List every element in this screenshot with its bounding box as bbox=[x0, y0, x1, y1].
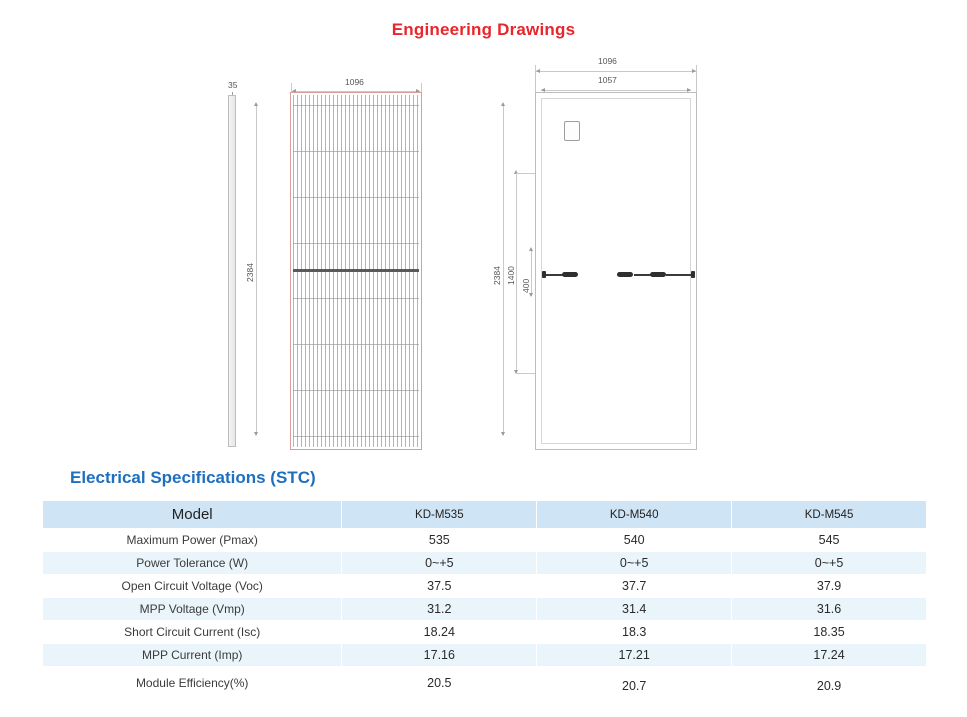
column-header-model-2: KD-M540 bbox=[537, 501, 732, 529]
engineering-drawing-figure bbox=[0, 50, 967, 450]
connector-right bbox=[650, 272, 666, 277]
dim-back-inner-arrow-right bbox=[687, 88, 691, 92]
cell-imp-m540: 17.21 bbox=[537, 644, 732, 667]
cell-maximum-power-m545: 545 bbox=[732, 529, 927, 552]
dim-400-line bbox=[531, 250, 532, 296]
dim-1400-label: 1400 bbox=[506, 266, 516, 285]
cell-maximum-power-m535: 535 bbox=[342, 529, 537, 552]
cell-voc-m535: 37.5 bbox=[342, 575, 537, 598]
dim-back-height-label: 2384 bbox=[492, 266, 502, 285]
electrical-specifications-table bbox=[42, 500, 927, 699]
engineering-drawings-title: Engineering Drawings bbox=[391, 20, 576, 39]
connector-middle bbox=[617, 272, 633, 277]
table-row bbox=[43, 598, 927, 621]
cell-power-tolerance-m545: 0~+5 bbox=[732, 552, 927, 575]
cell-imp-m545: 17.24 bbox=[732, 644, 927, 667]
cell-voc-m540: 37.7 bbox=[537, 575, 732, 598]
row-label-power-tolerance: Power Tolerance (W) bbox=[43, 552, 342, 575]
dim-back-outer-ext-left bbox=[535, 65, 536, 93]
dim-back-height-line bbox=[503, 105, 504, 435]
cell-vmp-m540: 31.4 bbox=[537, 598, 732, 621]
row-label-short-circuit-current: Short Circuit Current (Isc) bbox=[43, 621, 342, 644]
dim-back-height-arrow-down bbox=[501, 432, 505, 436]
dim-front-height-arrow-up bbox=[254, 102, 258, 106]
cell-power-tolerance-m540: 0~+5 bbox=[537, 552, 732, 575]
cell-isc-m545: 18.35 bbox=[732, 621, 927, 644]
row-label-maximum-power: Maximum Power (Pmax) bbox=[43, 529, 342, 552]
column-header-model-3: KD-M545 bbox=[732, 501, 927, 529]
cell-row-line bbox=[293, 197, 419, 198]
cell-row-line bbox=[293, 436, 419, 437]
dim-back-inner-arrow-left bbox=[541, 88, 545, 92]
dim-back-outer-ext-right bbox=[696, 65, 697, 93]
table-row bbox=[43, 529, 927, 552]
cell-maximum-power-m540: 540 bbox=[537, 529, 732, 552]
dim-1400-line bbox=[516, 173, 517, 373]
cell-row-line bbox=[293, 344, 419, 345]
center-busbar bbox=[293, 269, 419, 272]
cell-vmp-m535: 31.2 bbox=[342, 598, 537, 621]
cell-isc-m535: 18.24 bbox=[342, 621, 537, 644]
dim-back-outer-width-line bbox=[536, 71, 696, 72]
cell-efficiency-m535: 20.5 bbox=[342, 667, 537, 699]
dim-400-arrow-up bbox=[529, 247, 533, 251]
row-label-module-efficiency: Module Efficiency(%) bbox=[43, 667, 342, 699]
dim-thickness-label: 35 bbox=[228, 80, 238, 90]
table-row bbox=[43, 667, 927, 699]
column-header-model: Model bbox=[43, 501, 342, 529]
dim-400-label: 400 bbox=[521, 278, 531, 293]
table-row bbox=[43, 552, 927, 575]
connector-left bbox=[562, 272, 578, 277]
module-back-view bbox=[535, 92, 697, 450]
module-front-view bbox=[290, 92, 422, 450]
cell-vmp-m545: 31.6 bbox=[732, 598, 927, 621]
module-side-view bbox=[228, 95, 236, 447]
dim-front-height-line bbox=[256, 105, 257, 435]
row-label-open-circuit-voltage: Open Circuit Voltage (Voc) bbox=[43, 575, 342, 598]
column-header-model-1: KD-M535 bbox=[342, 501, 537, 529]
connector-left-end bbox=[542, 271, 546, 278]
electrical-specifications-title: Electrical Specifications (STC) bbox=[70, 468, 316, 487]
cell-efficiency-m540: 20.7 bbox=[537, 670, 732, 702]
cell-row-line bbox=[293, 243, 419, 244]
row-label-mpp-current: MPP Current (Imp) bbox=[43, 644, 342, 667]
cell-imp-m535: 17.16 bbox=[342, 644, 537, 667]
row-label-mpp-voltage: MPP Voltage (Vmp) bbox=[43, 598, 342, 621]
table-row bbox=[43, 575, 927, 598]
cell-row-line bbox=[293, 390, 419, 391]
dim-back-outer-arrow-left bbox=[536, 69, 540, 73]
dim-back-outer-width-label: 1096 bbox=[598, 56, 617, 66]
dim-front-height-label: 2384 bbox=[245, 263, 255, 282]
junction-box bbox=[564, 121, 580, 141]
connector-right-end bbox=[691, 271, 695, 278]
dim-front-width-label: 1096 bbox=[345, 77, 364, 87]
dim-front-height-arrow-down bbox=[254, 432, 258, 436]
cell-row-line bbox=[293, 105, 419, 106]
table-row bbox=[43, 644, 927, 667]
cell-power-tolerance-m535: 0~+5 bbox=[342, 552, 537, 575]
dim-400-arrow-down bbox=[529, 293, 533, 297]
cell-row-line bbox=[293, 151, 419, 152]
dim-back-inner-width-line bbox=[541, 90, 691, 91]
cell-voc-m545: 37.9 bbox=[732, 575, 927, 598]
cell-efficiency-m545: 20.9 bbox=[732, 670, 927, 702]
cell-isc-m540: 18.3 bbox=[537, 621, 732, 644]
cable-right bbox=[666, 274, 694, 276]
table-header-row bbox=[43, 501, 927, 529]
dim-back-height-arrow-up bbox=[501, 102, 505, 106]
cell-row-line bbox=[293, 298, 419, 299]
table-row bbox=[43, 621, 927, 644]
dim-back-inner-width-label: 1057 bbox=[598, 75, 617, 85]
